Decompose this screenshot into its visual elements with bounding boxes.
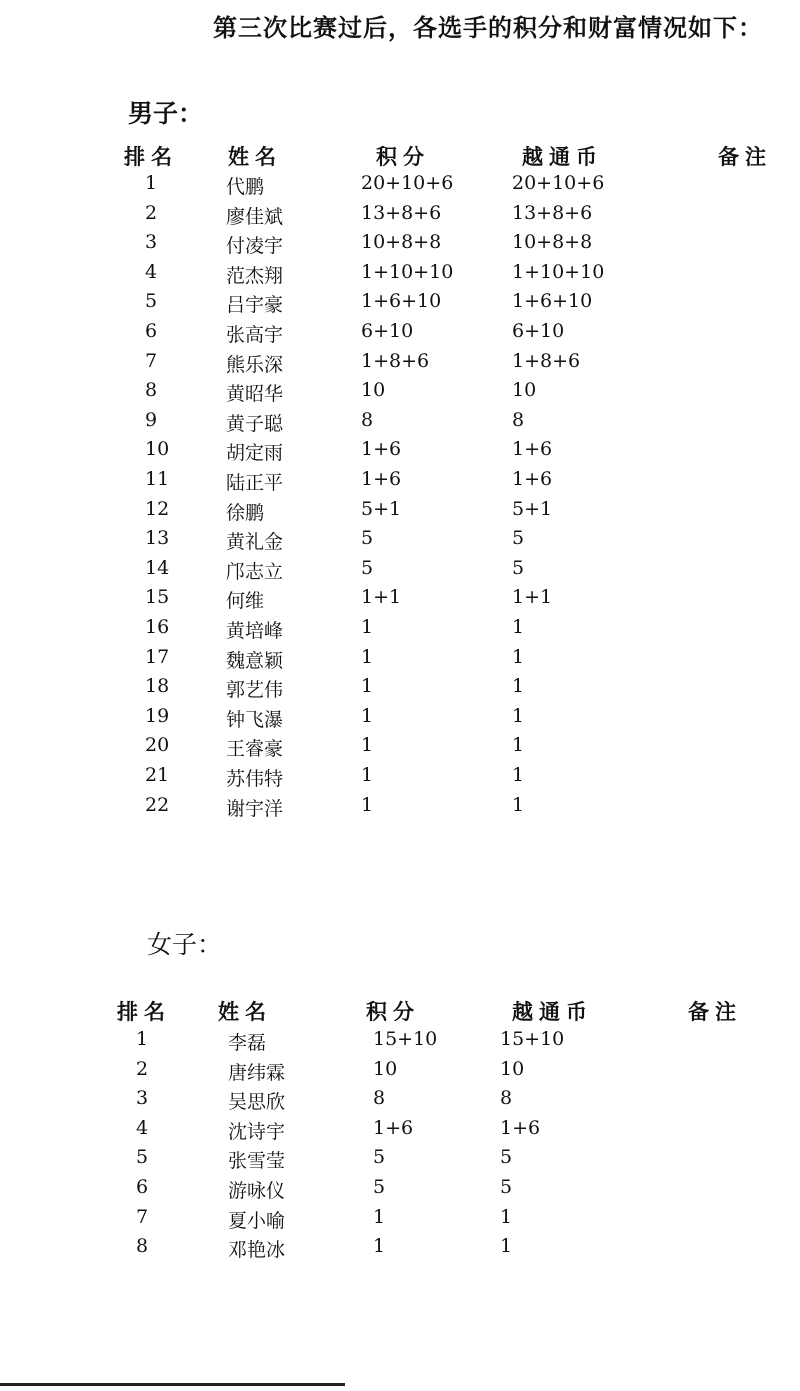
rank-cell: 19 [145,704,170,727]
table-row [0,438,800,468]
coins-cell: 1 [512,675,525,698]
rank-cell: 6 [145,320,158,342]
rank-cell: 11 [145,468,170,490]
table-row [0,734,800,764]
table-row [0,527,800,557]
name-cell: 张雪莹 [228,1150,286,1173]
coins-cell: 10 [500,1057,525,1080]
name-cell: 夏小喻 [228,1209,286,1232]
points-header: 积分 [376,145,430,169]
points-header: 积分 [366,1000,420,1024]
rank-cell: 1 [136,1028,149,1050]
coins-cell: 13+8+6 [512,201,593,224]
coins-cell: 20+10+6 [512,172,605,194]
rank-cell: 15 [145,586,170,609]
coins-cell: 1 [500,1235,513,1258]
points-cell: 10+8+8 [361,231,442,254]
coins-cell: 1 [512,704,525,727]
coins-cell: 1 [512,616,525,638]
points-cell: 1 [373,1235,386,1258]
coins-cell: 1 [500,1205,513,1228]
name-cell: 廖佳斌 [226,205,284,228]
coins-header: 越通币 [512,1000,593,1024]
coins-cell: 6+10 [512,320,565,342]
name-cell: 李磊 [228,1032,267,1054]
rank-cell: 2 [145,201,158,224]
coins-cell: 1 [512,764,525,786]
rank-cell: 13 [145,527,170,550]
table-row [0,675,800,705]
name-cell: 吴思欣 [228,1091,286,1114]
rank-cell: 5 [136,1146,149,1169]
points-cell: 20+10+6 [361,172,454,194]
name-cell: 黄子聪 [226,412,284,435]
rank-cell: 4 [136,1116,149,1139]
table-row [0,764,800,794]
points-cell: 1+1 [361,586,402,609]
table-row [0,320,800,350]
name-cell: 苏伟特 [226,768,284,790]
name-cell: 钟飞瀑 [226,708,284,731]
name-cell: 胡定雨 [226,442,284,465]
rank-cell: 1 [145,172,158,194]
table-row [0,646,800,676]
coins-cell: 15+10 [500,1028,565,1050]
women-heading: 女子： [147,930,223,959]
table-row [0,705,800,735]
coins-cell: 5 [500,1176,513,1198]
table-row [0,231,800,261]
name-cell: 代鹏 [226,176,265,198]
rank-cell: 12 [145,497,170,520]
coins-cell: 1 [512,734,525,757]
name-cell: 谢宇洋 [226,797,284,820]
name-cell: 黄培峰 [226,620,284,642]
points-cell: 10 [373,1057,398,1080]
name-header: 姓名 [218,1000,272,1024]
points-cell: 1 [361,704,374,727]
points-cell: 5+1 [361,497,402,520]
points-cell: 5 [361,527,374,550]
name-cell: 沈诗宇 [228,1120,286,1143]
table-row [0,794,800,824]
table-row [0,172,800,202]
coins-cell: 1 [512,793,525,816]
points-cell: 1+10+10 [361,260,454,283]
table-row [0,1206,800,1236]
points-cell: 1 [361,734,374,757]
page-title: 第三次比赛过后，各选手的积分和财富情况如下： [213,13,763,42]
name-cell: 唐纬霖 [228,1061,286,1084]
coins-cell: 1+1 [512,586,553,609]
table-row [0,616,800,646]
coins-cell: 1+6 [500,1116,541,1139]
rank-header: 排名 [117,1000,171,1024]
table-row [0,1117,800,1147]
table-row [0,557,800,587]
coins-cell: 10+8+8 [512,231,593,254]
name-cell: 张高宇 [226,324,284,346]
points-cell: 10 [361,379,386,402]
table-row [0,586,800,616]
table-row [0,1028,800,1058]
points-cell: 1 [361,645,374,668]
table-row [0,202,800,232]
points-cell: 1+6+10 [361,290,442,313]
rank-cell: 14 [145,556,170,579]
rank-cell: 5 [145,290,158,313]
coins-header: 越通币 [522,145,603,169]
rank-cell: 8 [136,1235,149,1258]
points-cell: 1 [361,675,374,698]
points-cell: 5 [373,1146,386,1169]
name-cell: 游咏仪 [228,1180,286,1202]
table-row [0,409,800,439]
rank-cell: 10 [145,438,170,461]
name-cell: 邝志立 [226,560,284,583]
table-row [0,468,800,498]
points-cell: 15+10 [373,1028,438,1050]
points-cell: 1+6 [373,1116,414,1139]
table-row [0,350,800,380]
coins-cell: 1 [512,645,525,668]
rank-cell: 18 [145,675,170,698]
coins-cell: 1+6+10 [512,290,593,313]
points-cell: 1 [361,793,374,816]
rank-cell: 9 [145,408,158,431]
points-cell: 8 [373,1087,386,1110]
rank-cell: 7 [136,1205,149,1228]
rank-cell: 3 [145,231,158,254]
name-cell: 吕宇豪 [226,294,284,317]
points-cell: 8 [361,408,374,431]
name-cell: 黄礼金 [226,531,284,554]
coins-cell: 1+6 [512,468,553,490]
rank-cell: 22 [145,793,170,816]
table-row [0,498,800,528]
name-cell: 邓艳冰 [228,1239,286,1262]
points-cell: 1 [361,764,374,786]
bottom-rule [0,1383,345,1386]
coins-cell: 8 [500,1087,513,1110]
coins-cell: 10 [512,379,537,402]
name-cell: 魏意颖 [226,649,284,672]
men-heading: 男子： [128,99,204,128]
rank-cell: 21 [145,764,170,786]
rank-cell: 6 [136,1176,149,1198]
table-row [0,261,800,291]
rank-header: 排名 [124,145,178,169]
rank-cell: 16 [145,616,170,638]
coins-cell: 5+1 [512,497,553,520]
name-cell: 王睿豪 [226,738,284,761]
rank-cell: 2 [136,1057,149,1080]
rank-cell: 17 [145,645,170,668]
points-cell: 1+8+6 [361,349,430,372]
points-cell: 1+6 [361,438,402,461]
rank-cell: 20 [145,734,170,757]
table-row [0,290,800,320]
table-row [0,1058,800,1088]
coins-cell: 5 [512,527,525,550]
points-cell: 13+8+6 [361,201,442,224]
name-cell: 范杰翔 [226,264,284,287]
coins-cell: 1+8+6 [512,349,581,372]
name-cell: 付凌宇 [226,235,284,258]
points-cell: 5 [361,556,374,579]
table-row [0,1146,800,1176]
coins-cell: 5 [512,556,525,579]
points-cell: 5 [373,1176,386,1198]
points-cell: 1+6 [361,468,402,490]
table-row [0,1235,800,1265]
table-row [0,1176,800,1206]
coins-cell: 1+6 [512,438,553,461]
name-cell: 陆正平 [226,472,284,494]
name-header: 姓名 [228,145,282,169]
rank-cell: 7 [145,349,158,372]
points-cell: 1 [373,1205,386,1228]
name-cell: 熊乐深 [226,353,284,376]
rank-cell: 3 [136,1087,149,1110]
points-cell: 6+10 [361,320,414,342]
name-cell: 徐鹏 [226,501,265,524]
coins-cell: 8 [512,408,525,431]
rank-cell: 8 [145,379,158,402]
women-table-header [0,996,800,1026]
points-cell: 1 [361,616,374,638]
coins-cell: 1+10+10 [512,260,605,283]
table-row [0,379,800,409]
rank-cell: 4 [145,260,158,283]
note-header: 备注 [718,145,772,169]
men-table-header [0,141,800,171]
name-cell: 黄昭华 [226,383,284,406]
coins-cell: 5 [500,1146,513,1169]
name-cell: 何维 [226,590,265,613]
note-header: 备注 [688,1000,742,1024]
table-row [0,1087,800,1117]
name-cell: 郭艺伟 [226,679,284,702]
